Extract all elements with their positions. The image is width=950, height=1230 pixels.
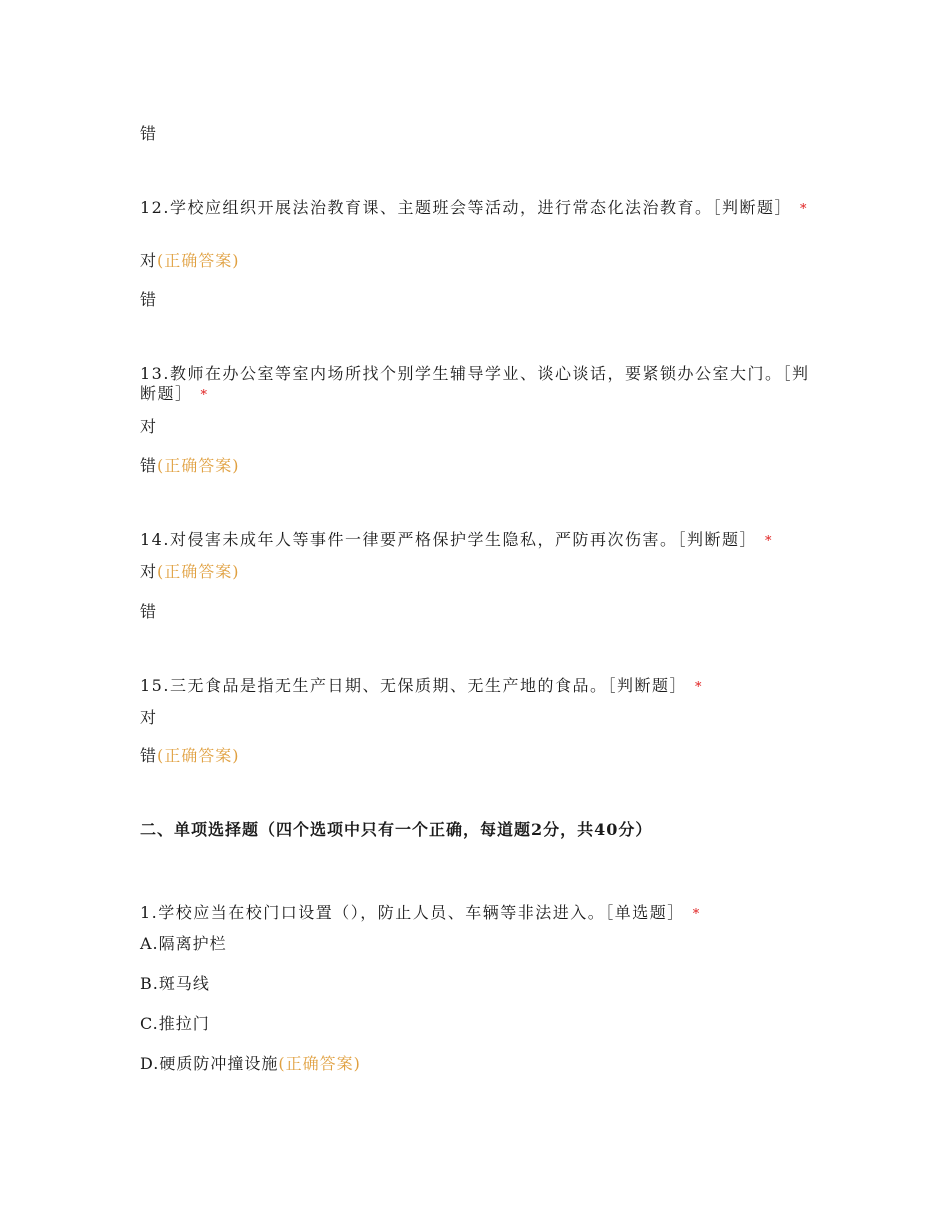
option-d[interactable] [140, 1054, 361, 1074]
option-label: A.隔离护栏 [140, 934, 227, 953]
option-label: 错 [140, 124, 158, 143]
required-marker: * [799, 202, 808, 217]
q12-option-cuo[interactable] [140, 290, 157, 310]
option-label: 错 [140, 290, 158, 309]
required-marker: * [764, 534, 773, 549]
question-text: 12.学校应组织开展法治教育课、主题班会等活动，进行常态化法治教育。［判断题］ [140, 198, 792, 217]
option-label: 对 [140, 562, 158, 581]
q15-option-dui[interactable] [140, 708, 157, 728]
required-marker: * [694, 680, 703, 695]
section-title: 二、单项选择题（四个选项中只有一个正确，每道题2分，共40分） [140, 820, 653, 839]
correct-answer-marker: (正确答案) [157, 251, 240, 270]
option-label: B.斑马线 [140, 974, 210, 993]
question-text: 14.对侵害未成年人等事件一律要严格保护学生隐私，严防再次伤害。［判断题］ [140, 530, 757, 549]
option-c[interactable] [140, 1014, 210, 1034]
q14-option-dui[interactable] [140, 562, 240, 582]
option-cuo-prev[interactable] [140, 124, 157, 144]
question-15 [140, 676, 820, 698]
q13-option-cuo[interactable] [140, 456, 240, 476]
question-text: 13.教师在办公室等室内场所找个别学生辅导学业、谈心谈话，要紧锁办公室大门。［判断题］ [140, 364, 810, 403]
option-label: 错 [140, 602, 158, 621]
q15-option-cuo[interactable] [140, 746, 240, 766]
q14-option-cuo[interactable] [140, 602, 157, 622]
question-12 [140, 198, 820, 220]
required-marker: * [200, 388, 209, 403]
option-label: D.硬质防冲撞设施 [140, 1054, 279, 1073]
required-marker: * [692, 907, 701, 922]
single-choice-question-1 [140, 903, 820, 925]
correct-answer-marker: (正确答案) [157, 746, 240, 765]
option-label: 对 [140, 708, 158, 727]
option-label: 错 [140, 456, 158, 475]
question-13 [140, 364, 820, 406]
correct-answer-marker: (正确答案) [157, 456, 240, 475]
correct-answer-marker: (正确答案) [278, 1054, 361, 1073]
q13-option-dui[interactable] [140, 417, 157, 437]
option-label: 对 [140, 251, 158, 270]
question-text: 15.三无食品是指无生产日期、无保质期、无生产地的食品。［判断题］ [140, 676, 687, 695]
q12-option-dui[interactable] [140, 251, 240, 271]
option-a[interactable] [140, 934, 227, 954]
option-b[interactable] [140, 974, 210, 994]
correct-answer-marker: (正确答案) [157, 562, 240, 581]
option-label: 对 [140, 417, 158, 436]
option-label: 错 [140, 746, 158, 765]
question-14 [140, 530, 820, 552]
option-label: C.推拉门 [140, 1014, 210, 1033]
question-text: 1.学校应当在校门口设置（），防止人员、车辆等非法进入。［单选题］ [140, 903, 685, 922]
